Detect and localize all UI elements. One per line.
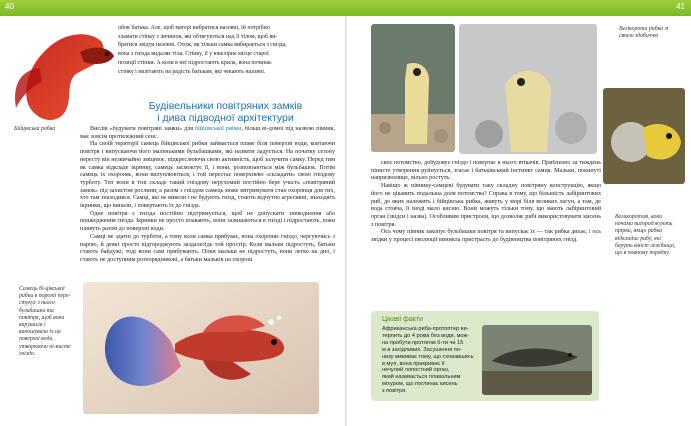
fact-line: низу виживає тому, що сховавшись (382, 353, 474, 360)
intro-paragraph (118, 24, 335, 76)
lungfish-photo (482, 325, 592, 395)
jawfish-photo-2 (459, 24, 597, 154)
fact-line: Африканська риба-протоптер ви- (382, 326, 469, 332)
fact-line: з повітря. (382, 388, 407, 395)
fact-line: терпить до 4 років без води, мож- (382, 332, 470, 339)
blue-betta-fish-photo (83, 282, 319, 414)
fact-line: м в засідливих. Засушення по- (382, 346, 462, 353)
betta-link[interactable]: бійцівської рибки (195, 126, 242, 132)
fact-line: нечулий лопостний орган, (382, 367, 450, 374)
intro-line: стінку і вилітають на радість батькам, які чекають назовні. (118, 68, 266, 75)
fact-line: міхуром, що поглинає кисень (382, 381, 458, 388)
fact-box (371, 311, 599, 401)
right-page-number: 41 (676, 2, 685, 11)
fact-line: в мул, вона прикриває її (382, 360, 445, 367)
left-page-header-bar (0, 0, 346, 16)
paragraph-4: Самці не здатні до турботи, а тому коли самка прибуває, вона охороняє гніздо, чергуючись з парою, й деякі просто відгороджують заздалегідь той простір. Коли мальки підростуть, батьки стають байдужі, тоді вони самі прибувають. Поки мальки не підростуть, вони легко на дно, і стають не доступним розпорядникові, а батьки мальків на охороні. (80, 233, 335, 263)
side-caption: Самець бі-цівської рибки в пороті пере-стукує з нього бульбашки та повітря, щоб вони вирушили і виношували їх на поверхні води, утворюючи пі-нисте гніздо. (19, 286, 71, 357)
paragraph-1: Вислів «будувати повітряні замки» для бійцівської рибки, більш ві-домої під назвою півник, має зовсім протилежний сенс. (80, 126, 335, 140)
right-paragraph-2: Навіщо ж півнику-самцеві будувати таку складну повітряну конструкцію, якщо його не цікавить подальша доля потомства? Справа в тому, що більшість лабіринтових риб, до яких належить і бійцівська рибка, живуть у морі біля великих лагун, а там, де вода стояча, її іноді мало кисню. Вони можуть тільки тому, що мають лабіринтовий орган (звідси і назва). Особливим пристроєм, що дозволяє рибі використовувати кисень з повітря. (371, 183, 601, 228)
intro-line: позиції стінки. А коли в неї підростають крила, вона починає (118, 59, 272, 66)
intro-line: братися звідти назовні. Отож, як тільки самка вибирається з гнізда, (118, 42, 287, 49)
intro-line: вона з гнізда видаляє тіла. Стінку, її у ювелірне місце старої (118, 51, 269, 58)
right-column-text (371, 160, 601, 310)
right-paragraph-1: своє потомство, добудовує гніздо і повертає в нього втікачів. Приблизно за тиждень пінисте утворення руйнується, згасає і батьківський інстинкт самця. Мальки, покинуті напризволяще, вільно ростуть. (371, 160, 601, 182)
paragraph-2: На своїй території самець бійцівської рибки займається плаве біля поверхні води, ковтаючи повітря і випускаючи його маленькими бульбашками, які назвати ладується. На початку сезону нересту він незвичайно зміцнює, підкреслюючи свою активність, щоб залучити самку. Перед тим як самка відкладе ікринку, самець засмоктує її, і вони, розповзаються між бульбашок. Потім самець їх охороняє, вони вилуплюються, і той перестає поверхнево «складати» свою гніздову турботу. Теп вони в тіні складе такий гніздову нерухомий постійно бере участь «повітряний замок» під захистом рослини, а разом з гніздом самець може витримувати стан охоронця для тих, хто там знаходився. Самці, які не вивели і не будують гнізд, стають відчутно агресивні, знаходять ікринки, що випали, і повертають їх до гнізда. (80, 141, 335, 210)
intro-line: зламати стінку з личинок, які обтягуються над її тілом, щоб ви- (118, 33, 278, 40)
jawfish-with-eggs-photo (603, 88, 685, 184)
heading-line-2: і дива підводної архітектури (157, 112, 294, 124)
intro-line: обов`батька. Але, щоб матері вибратися назовні, їй потрібно (118, 25, 270, 31)
jawfish-photo-1 (371, 24, 455, 152)
fact-line: який називається плавальним (382, 374, 461, 381)
red-betta-fish-illustration (10, 22, 120, 130)
fish-caption: Бійцівська рибка (14, 126, 56, 132)
section-heading (118, 100, 333, 124)
fact-text (382, 326, 474, 395)
paragraph-3: Одне повітря є гнізда постійно підтримується, щоб не допускати зневоднення або пошкодження гнізда. Ікринки не просто плавають, вони залишаються в гнізді і підростають, поки пливуть разом до поверхні води. (80, 210, 335, 233)
right-paragraph-3: Ось чому півник закопує бульбашки повітря та випускає їх — так рибка дихає, і ось звідки у процесі еволюції виникла пристрасть до будівництва повітряних гнізд. (371, 229, 601, 244)
fact-title: Цікаві факти (382, 316, 423, 323)
heading-line-1: Будівельники повітряних замків (148, 100, 303, 112)
middle-right-caption: Великоротом, вони ночами вигороджують прірви, якщо рибка відкладає рибу, які беруть вміст лежбища, що в повному порядку. (615, 214, 676, 257)
fact-line: на пробути протягом 6-ти чи 15 (382, 339, 464, 346)
main-article-text (80, 126, 335, 278)
left-page-number: 40 (5, 2, 14, 11)
top-right-caption: Велікорота рибка зі своєю здобиччю (619, 26, 669, 40)
right-page-header-bar (346, 0, 691, 16)
book-gutter (345, 16, 347, 426)
